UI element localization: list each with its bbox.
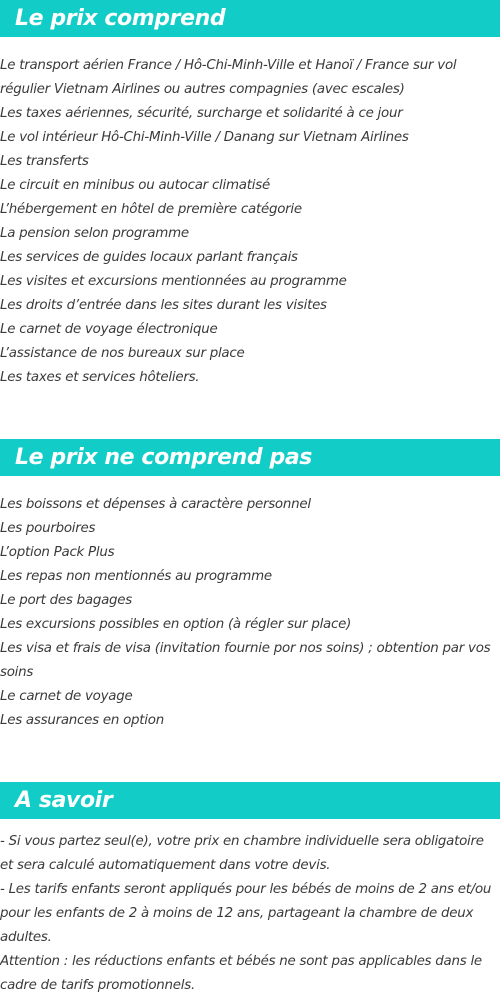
list-item: L’option Pack Plus (0, 545, 115, 560)
list-item: Les transferts (0, 154, 89, 169)
section-header-includes (0, 0, 500, 37)
section-header-a-savoir (0, 782, 500, 819)
list-item: Les boissons et dépenses à caractère personnel (0, 497, 311, 512)
section-header-excludes (0, 439, 500, 476)
list-item: Le transport aérien France / Hô-Chi-Minh-Ville et Hanoï / France sur vol régulier Vietnam Airlines ou autres compagnies (avec escales) (0, 58, 457, 97)
list-item: Les taxes aériennes, sécurité, surcharge et solidarité à ce jour (0, 106, 403, 121)
list-item: Le port des bagages (0, 593, 133, 608)
section-title-a-savoir: A savoir (15, 788, 113, 813)
section-title-excludes: Le prix ne comprend pas (15, 445, 312, 470)
note-paragraph: - Les tarifs enfants seront appliqués pour les bébés de moins de 2 ans et/ou pour les enfants de 2 à moins de 12 ans, partageant la chambre de deux adultes. (0, 882, 492, 945)
list-item: La pension selon programme (0, 226, 189, 241)
list-item: Le circuit en minibus ou autocar climatisé (0, 178, 270, 193)
section-title-includes: Le prix comprend (15, 6, 226, 31)
note-paragraph: Attention : les réductions enfants et bébés ne sont pas applicables dans le cadre de tarifs promotionnels. (0, 954, 482, 993)
excludes-list (0, 493, 500, 733)
list-item: Les assurances en option (0, 713, 164, 728)
list-item: L’assistance de nos bureaux sur place (0, 346, 245, 361)
list-item: Les visa et frais de visa (invitation fournie por nos soins) ; obtention par vos soins (0, 641, 491, 680)
list-item: Les repas non mentionnés au programme (0, 569, 272, 584)
list-item: Le carnet de voyage électronique (0, 322, 218, 337)
list-item: Les excursions possibles en option (à régler sur place) (0, 617, 352, 632)
list-item: Les services de guides locaux parlant français (0, 250, 298, 265)
list-item: Le carnet de voyage (0, 689, 133, 704)
list-item: Les taxes et services hôteliers. (0, 370, 200, 385)
list-item: Le vol intérieur Hô-Chi-Minh-Ville / Danang sur Vietnam Airlines (0, 130, 409, 145)
list-item: L’hébergement en hôtel de première catégorie (0, 202, 302, 217)
includes-list (0, 54, 500, 390)
note-paragraph: - Si vous partez seul(e), votre prix en chambre individuelle sera obligatoire et sera calculé automatiquement dans votre devis. (0, 834, 484, 873)
list-item: Les visites et excursions mentionnées au programme (0, 274, 347, 289)
list-item: Les pourboires (0, 521, 96, 536)
list-item: Les droits d’entrée dans les sites durant les visites (0, 298, 327, 313)
